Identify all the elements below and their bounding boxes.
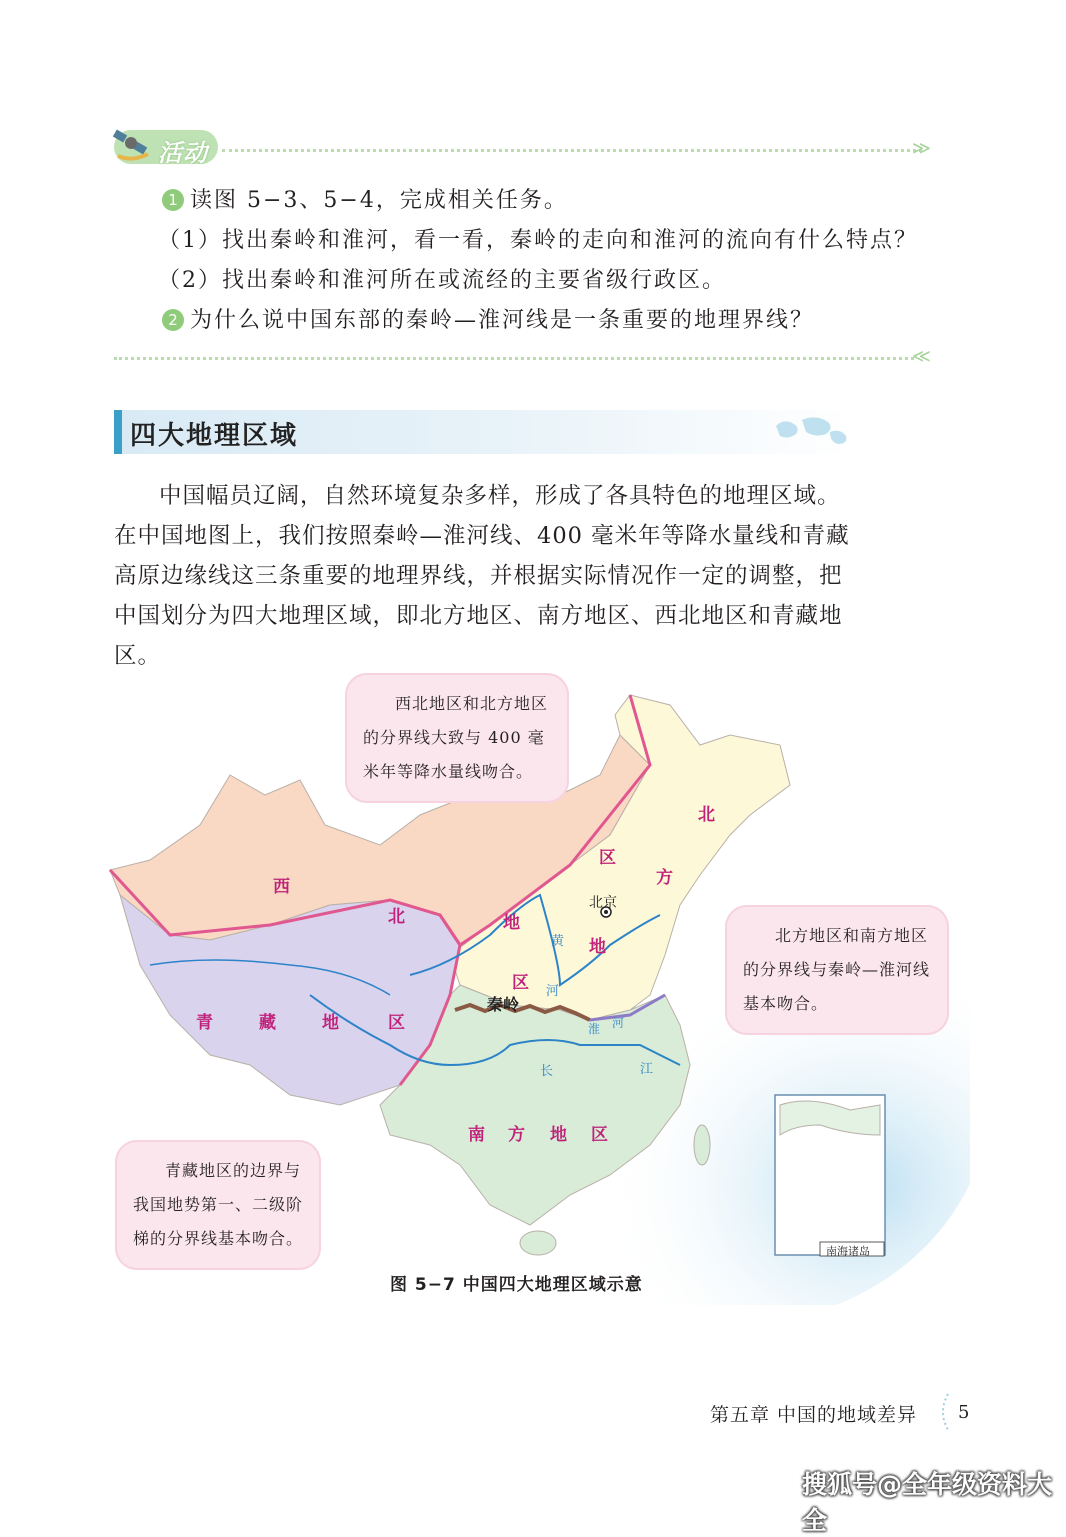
label-qdi: 地 <box>322 1013 339 1033</box>
task-2-number: 2 <box>162 309 184 331</box>
island-taiwan <box>694 1125 710 1165</box>
label-inset: 南海诸岛 <box>826 1245 870 1258</box>
label-huai: 淮 <box>588 1022 601 1036</box>
label-nqu: 区 <box>591 1125 608 1145</box>
label-xi: 西 <box>273 877 290 897</box>
label-di: 地 <box>503 913 520 933</box>
task-1-sub-1: （1）找出秦岭和淮河，看一看，秦岭的走向和淮河的流向有什么特点？ <box>158 228 918 253</box>
chapter-footer: 第五章 中国的地域差异 <box>710 1404 918 1426</box>
task-2 <box>162 303 814 334</box>
beijing-marker-dot <box>604 910 608 914</box>
label-chang: 长 <box>540 1064 554 1079</box>
label-ndi: 地 <box>550 1125 567 1145</box>
label-qu: 区 <box>512 973 529 993</box>
label-north-2: 区 <box>599 848 616 868</box>
inset-label-box <box>820 1242 884 1256</box>
task-1 <box>162 183 568 214</box>
chevron-right-icon: ≫ <box>912 138 931 159</box>
activity-label: 活动 <box>158 139 208 167</box>
label-north-1: 北 <box>698 805 715 825</box>
watermark: 搜狐号@全年级资料大全 <box>802 1470 1053 1535</box>
section-header-accent <box>114 410 122 454</box>
task-1-number: 1 <box>162 189 184 211</box>
chevron-left-icon: ≪ <box>912 346 931 367</box>
label-qing: 青 <box>196 1013 213 1033</box>
label-beijing: 北京 <box>589 895 617 911</box>
label-north-3: 方 <box>656 868 673 888</box>
label-nan: 南 <box>468 1125 485 1145</box>
label-qqu: 区 <box>388 1013 405 1033</box>
figure-caption: 图 5−7 中国四大地理区域示意 <box>390 1275 643 1295</box>
label-fang: 方 <box>508 1125 525 1145</box>
section-title: 四大地理区域 <box>130 421 299 451</box>
world-map-icon <box>772 412 852 452</box>
callout-qingzang-text: 青藏地区的边界与我国地势第一、二级阶梯的分界线基本吻合。 <box>133 1161 304 1248</box>
task-1-text: 读图 5−3、5−4，完成相关任务。 <box>190 188 568 213</box>
label-north-4: 地 <box>589 937 606 957</box>
label-bei: 北 <box>388 907 405 927</box>
section-paragraph <box>114 476 859 676</box>
page-number: 5 <box>958 1402 970 1423</box>
callout-northwest <box>345 673 569 803</box>
divider-bottom <box>114 357 914 360</box>
label-huang: 黄 <box>551 934 565 949</box>
callout-north-south-text: 北方地区和南方地区的分界线与秦岭—淮河线基本吻合。 <box>743 926 931 1013</box>
callout-north-south <box>725 905 949 1035</box>
task-2-text: 为什么说中国东部的秦岭—淮河线是一条重要的地理界线？ <box>190 308 815 333</box>
callout-qingzang <box>115 1140 321 1270</box>
island-hainan <box>520 1231 556 1255</box>
label-jiang: 江 <box>640 1062 654 1077</box>
callout-northwest-text: 西北地区和北方地区的分界线大致与 400 毫米年等降水量线吻合。 <box>363 694 549 781</box>
label-qinling: 秦岭 <box>487 995 520 1014</box>
divider-top <box>222 149 922 152</box>
label-zang: 藏 <box>259 1013 276 1033</box>
label-he: 河 <box>546 984 560 999</box>
paragraph-text: 中国幅员辽阔，自然环境复杂多样，形成了各具特色的地理区域。在中国地图上，我们按照秦岭—淮河线、400 毫米年等降水量线和青藏高原边缘线这三条重要的地理界线，并根据实际情况作一定的调整，把中国划分为四大地理区域，即北方地区、南方地区、西北地区和青藏地区。 <box>114 483 850 669</box>
satellite-icon <box>110 126 154 166</box>
label-he2: 河 <box>612 1016 625 1030</box>
task-1-sub-2: （2）找出秦岭和淮河所在或流经的主要省级行政区。 <box>158 268 726 293</box>
